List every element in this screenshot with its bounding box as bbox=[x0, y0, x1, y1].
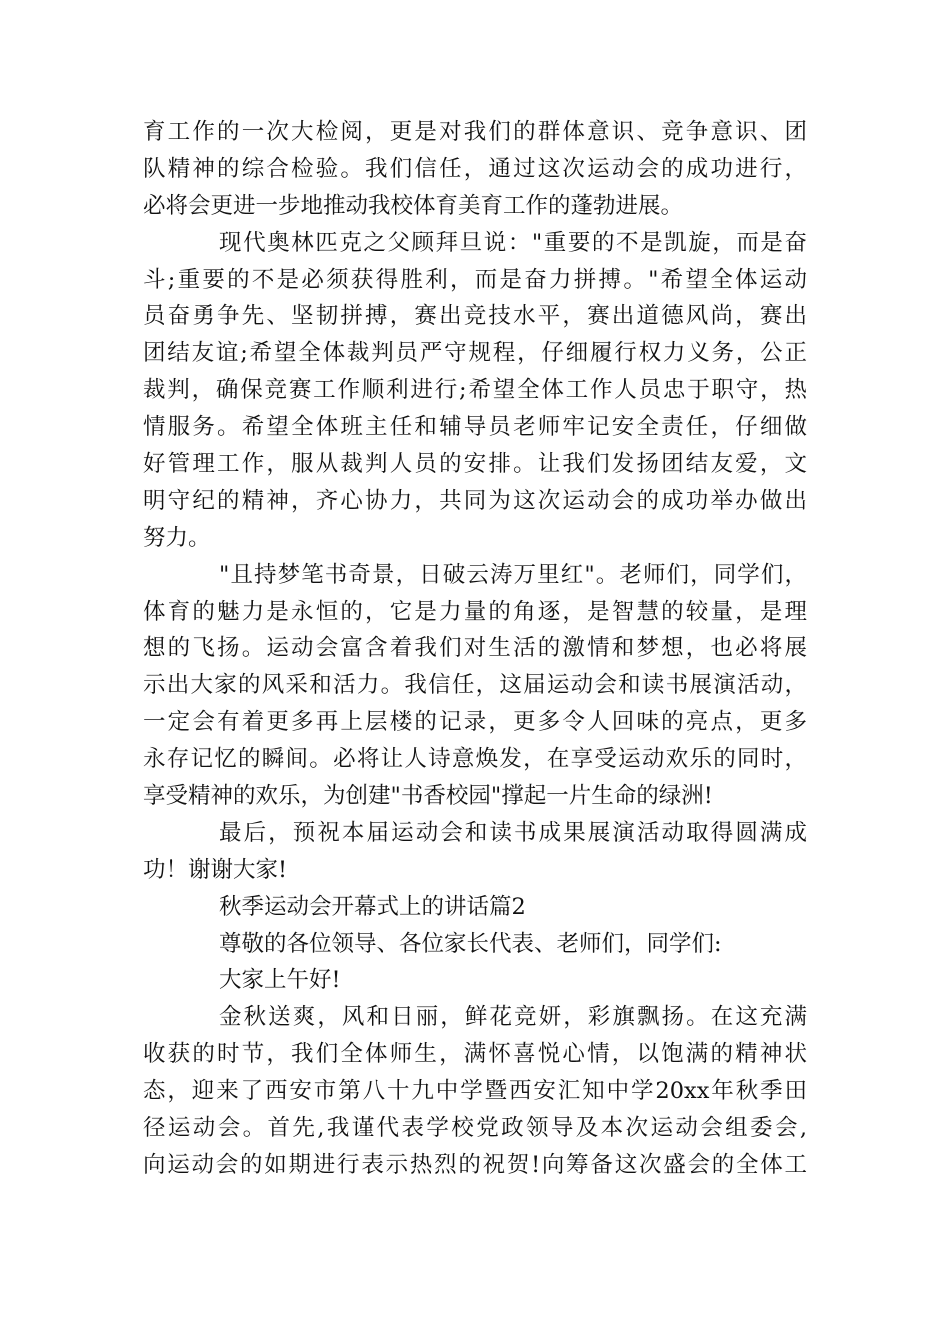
text-line: 尊敬的各位领导、各位家长代表、老师们，同学们: bbox=[219, 930, 722, 957]
text-line: 最后，预祝本届运动会和读书成果展演活动取得圆满成 bbox=[219, 819, 807, 846]
text-line: 育工作的一次大检阅，更是对我们的群体意识、竞争意识、团 bbox=[143, 119, 807, 145]
text-line: 享受精神的欢乐，为创建"书香校园"撑起一片生命的绿洲! bbox=[143, 783, 713, 810]
text-line: 示出大家的风采和活力。我信任，这届运动会和读书展演活动， bbox=[143, 672, 807, 699]
text-line: 现代奥林匹克之父顾拜旦说："重要的不是凯旋，而是奋 bbox=[219, 229, 807, 256]
text-line: "且持梦笔书奇景，日破云涛万里红"。老师们，同学们， bbox=[219, 561, 807, 588]
text-line: 必将会更进一步地推动我校体育美育工作的蓬勃进展。 bbox=[143, 192, 684, 219]
text-line: 明守纪的精神，齐心协力，共同为这次运动会的成功举办做出 bbox=[143, 487, 807, 514]
text-line: 秋季运动会开幕式上的讲话篇2 bbox=[219, 893, 526, 920]
text-line: 金秋送爽，风和日丽，鲜花竞妍，彩旗飘扬。在这充满 bbox=[219, 1004, 807, 1031]
text-line: 功！谢谢大家! bbox=[143, 856, 288, 883]
text-line: 径运动会。首先,我谨代表学校党政领导及本次运动会组委会, bbox=[143, 1115, 807, 1142]
text-line: 队精神的综合检验。我们信任，通过这次运动会的成功进行， bbox=[143, 155, 807, 182]
text-line: 想的飞扬。运动会富含着我们对生活的激情和梦想，也必将展 bbox=[143, 635, 807, 662]
text-line: 一定会有着更多再上层楼的记录，更多令人回味的亮点，更多 bbox=[143, 709, 807, 736]
text-line: 体育的魅力是永恒的，它是力量的角逐，是智慧的较量，是理 bbox=[143, 598, 807, 625]
text-line: 员奋勇争先、坚韧拼搏，赛出竞技水平，赛出道德风尚，赛出 bbox=[143, 303, 807, 330]
text-line: 大家上午好! bbox=[219, 967, 341, 994]
text-line: 团结友谊;希望全体裁判员严守规程，仔细履行权力义务，公正 bbox=[143, 340, 807, 367]
text-line: 努力。 bbox=[143, 524, 211, 551]
text-line: 收获的时节，我们全体师生，满怀喜悦心情，以饱满的精神状 bbox=[143, 1041, 807, 1068]
text-line: 好管理工作，服从裁判人员的安排。让我们发扬团结友爱，文 bbox=[143, 451, 807, 478]
text-line: 态，迎来了西安市第八十九中学暨西安汇知中学20xx年秋季田 bbox=[143, 1078, 807, 1105]
document-body bbox=[143, 114, 807, 1184]
text-line: 情服务。希望全体班主任和辅导员老师牢记安全责任，仔细做 bbox=[143, 414, 807, 441]
text-line: 向运动会的如期进行表示热烈的祝贺!向筹备这次盛会的全体工 bbox=[143, 1151, 807, 1178]
text-line: 斗;重要的不是必须获得胜利，而是奋力拼搏。"希望全体运动 bbox=[143, 266, 807, 293]
text-line: 裁判，确保竞赛工作顺利进行;希望全体工作人员忠于职守，热 bbox=[143, 377, 807, 404]
text-line: 永存记忆的瞬间。必将让人诗意焕发，在享受运动欢乐的同时， bbox=[143, 746, 807, 773]
